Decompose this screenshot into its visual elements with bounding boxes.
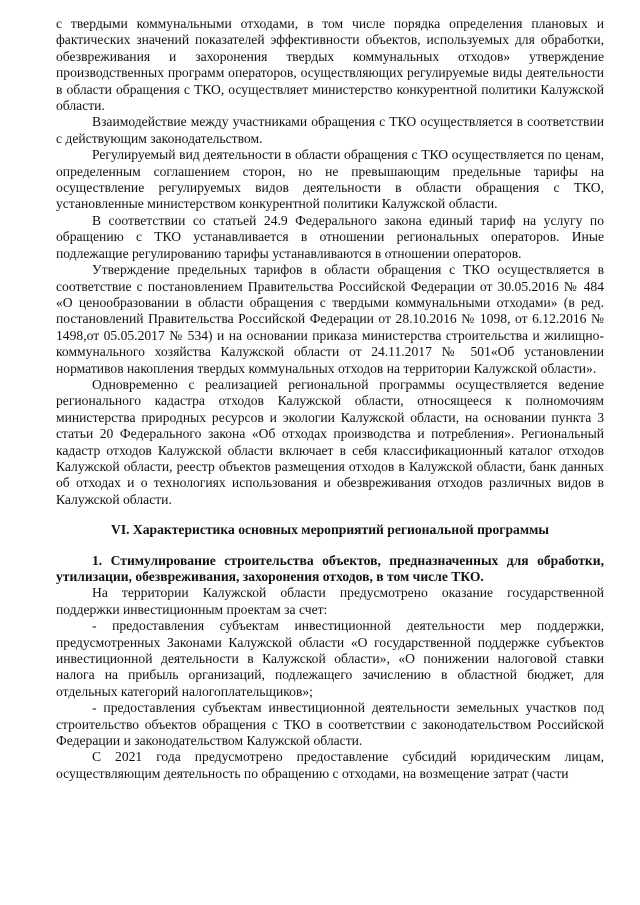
- paragraph-5: Утверждение предельных тарифов в области обращения с ТКО осуществляется в соответствие с постановлением Правительства Российской Федерации от 30.05.2016 № 484 «О ценообразовании в области обращения с твердыми коммунальными отходами» (в ред. постановлений Правительства Российской Федерации от 28.10.2016 № 1098, от 6.12.2016 № 1498,от 05.05.2017 № 534) и на основании приказа министерства строительства и жилищно-коммунального хозяйства Калужской области от 24.11.2017 № 501«Об установлении нормативов накопления твердых коммунальных отходов на территории Калужской области».: [56, 262, 604, 376]
- paragraph-6: Одновременно с реализацией региональной программы осуществляется ведение регионального кадастра отходов Калужской области, относящееся к полномочиям министерства природных ресурсов и экологии Калужской области, на основании пункта 3 статьи 20 Федерального закона «Об отходах производства и потребления». Региональный кадастр отходов Калужской области включает в себя классификационный каталог отходов Калужской области, реестр объектов размещения отходов в Калужской области, банк данных об отходах и о технологиях использования и обезвреживания отходов различных видов в Калужской области.: [56, 376, 604, 507]
- paragraph-2: Взаимодействие между участниками обращения с ТКО осуществляется в соответствии с действующим законодательством.: [56, 114, 604, 146]
- document-page: [56, 16, 604, 782]
- sub-heading: 1. Стимулирование строительства объектов, предназначенных для обработки, утилизации, обезвреживания, захоронения отходов, в том числе ТКО.: [56, 552, 604, 584]
- paragraph-3: Регулируемый вид деятельности в области обращения с ТКО осуществляется по ценам, определенным соглашением сторон, но не превышающим предельные тарифы на осуществление регулируемых видов деятельности в области обращения с ТКО, установленные министерством конкурентной политики Калужской области.: [56, 147, 604, 212]
- paragraph-8: - предоставления субъектам инвестиционной деятельности мер поддержки, предусмотренных Законами Калужской области «О государственной поддержке субъектов инвестиционной деятельности в Калужской области», «О понижении налоговой ставки налога на прибыль организаций, подлежащего зачислению в областной бюджет, для отдельных категорий налогоплательщиков»;: [56, 618, 604, 699]
- paragraph-10: С 2021 года предусмотрено предоставление субсидий юридическим лицам, осуществляющим деятельность по обращению с отходами, на возмещение затрат (части: [56, 749, 604, 781]
- paragraph-4: В соответствии со статьей 24.9 Федерального закона единый тариф на услугу по обращению с ТКО устанавливается в отношении региональных операторов. Иные подлежащие регулированию тарифы устанавливаются в отношении операторов.: [56, 212, 604, 261]
- paragraph-9: - предоставления субъектам инвестиционной деятельности земельных участков под строительство объектов обращения с ТКО в соответствии с законодательством Российской Федерации и законодательством Калужской области.: [56, 700, 604, 749]
- section-heading: VI. Характеристика основных мероприятий региональной программы: [111, 522, 549, 538]
- paragraph-1: с твердыми коммунальными отходами, в том числе порядка определения плановых и фактических значений показателей эффективности объектов, используемых для обработки, обезвреживания и захоронения твердых коммунальных отходов» утверждение производственных программ операторов, осуществляющих регулируемые виды деятельности в области обращения с ТКО, осуществляет министерство конкурентной политики Калужской области.: [56, 16, 604, 114]
- paragraph-7: На территории Калужской области предусмотрено оказание государственной поддержки инвестиционным проектам за счет:: [56, 585, 604, 617]
